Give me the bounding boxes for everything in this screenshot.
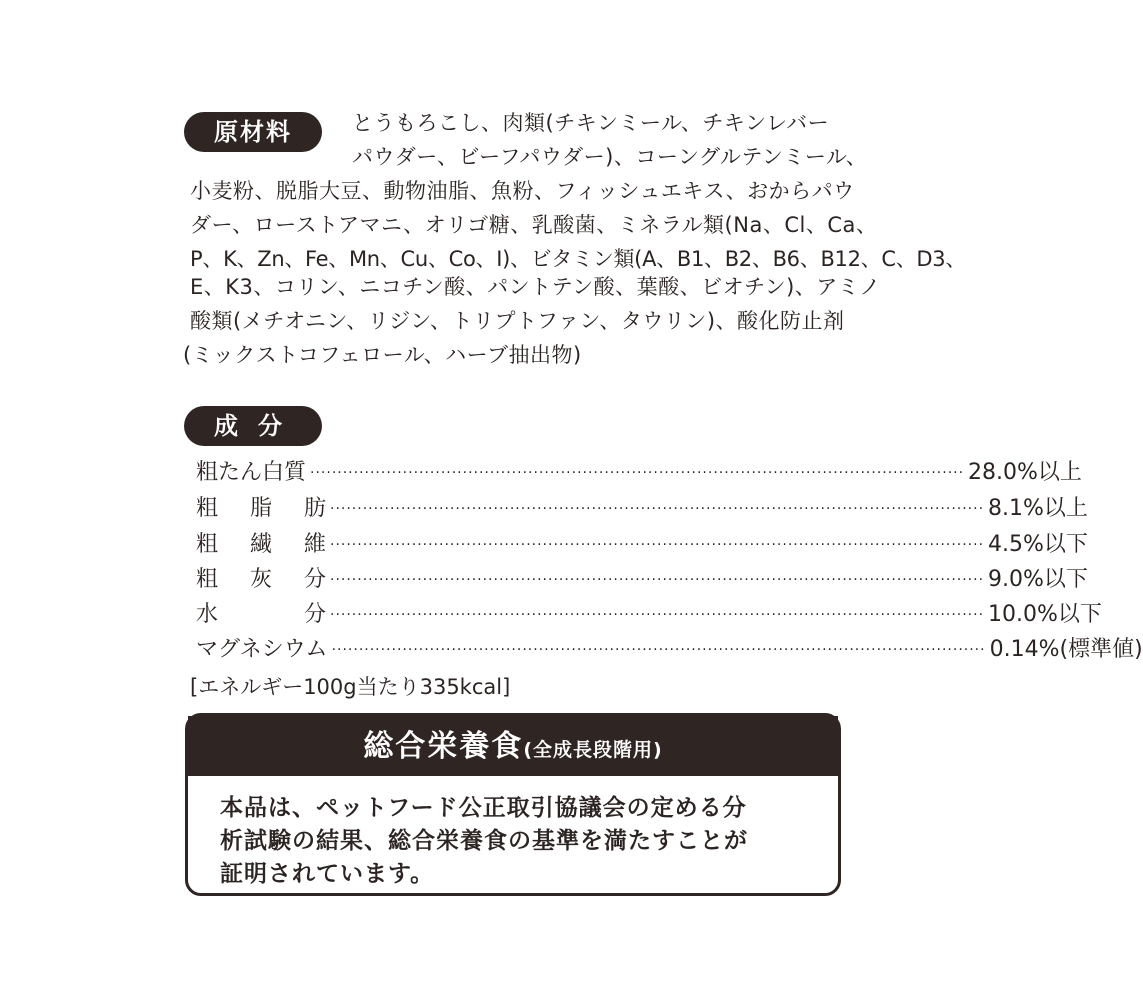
ingredients-line-3: 小麦粉、脱脂大豆、動物油脂、魚粉、フィッシュエキス、おからパウ (190, 179, 855, 203)
ingredients-line-1: とうもろこし、肉類(チキンミール、チキンレバー (352, 111, 830, 135)
ingredients-label: 原材料 (184, 112, 322, 152)
composition-row (196, 492, 1088, 526)
composition-name-char: 分 (303, 602, 326, 627)
certification-line: 証明されています。 (220, 861, 435, 887)
composition-row (196, 633, 1143, 667)
composition-value: 4.5%以下 (988, 532, 1088, 557)
leader-dots: ························································································································ (330, 537, 985, 553)
composition-name: 粗たん白質 (196, 460, 307, 485)
ingredients-line-7: 酸類(メチオニン、リジン、トリプトファン、タウリン)、酸化防止剤 (190, 309, 845, 333)
leader-dots: ························································································································ (331, 642, 986, 658)
composition-name (196, 528, 326, 562)
composition-name-char: 粗 (196, 532, 219, 557)
certification-line: 本品は、ペットフード公正取引協議会の定める分 (220, 795, 747, 821)
composition-name (196, 492, 326, 526)
ingredients-line-6: E、K3、コリン、ニコチン酸、パントテン酸、葉酸、ビオチン)、アミノ (190, 275, 881, 299)
composition-name (196, 598, 326, 632)
composition-row (196, 563, 1088, 597)
composition-name-char: 繊 (249, 532, 272, 557)
leader-dots: ························································································································ (310, 465, 965, 481)
certification-title: 総合栄養食 (363, 729, 524, 764)
composition-name (196, 563, 326, 597)
certification-line: 析試験の結果、総合栄養食の基準を満たすことが (220, 828, 748, 854)
certification-header (188, 716, 838, 776)
certification-box (185, 713, 841, 896)
composition-row (196, 598, 1102, 632)
composition-name-char: 維 (303, 532, 326, 557)
ingredients-line-5: P、K、Zn、Fe、Mn、Cu、Co、I)、ビタミン類(A、B1、B2、B6、B12、C、D3、 (190, 247, 967, 271)
composition-name-char: 粗 (196, 496, 219, 521)
composition-name-char: 肪 (303, 496, 326, 521)
composition-name-char: 分 (303, 567, 326, 592)
composition-value: 8.1%以上 (988, 496, 1088, 521)
composition-value: 9.0%以下 (988, 567, 1088, 592)
certification-subtitle: (全成長段階用) (523, 739, 663, 761)
ingredients-line-8: (ミックストコフェロール、ハーブ抽出物) (183, 343, 582, 367)
composition-value: 10.0%以下 (988, 602, 1102, 627)
composition-row (196, 528, 1088, 562)
composition-name-char: 脂 (249, 496, 272, 521)
composition-name: マグネシウム (196, 637, 328, 662)
composition-name-char: 灰 (249, 567, 272, 592)
ingredients-line-2: パウダー、ビーフパウダー)、コーングルテンミール、 (352, 145, 868, 169)
composition-value: 0.14%(標準値) (989, 637, 1143, 662)
composition-name-char: 水 (196, 602, 219, 627)
certification-body (188, 776, 838, 891)
leader-dots: ························································································································ (330, 607, 985, 623)
composition-value: 28.0%以上 (968, 460, 1082, 485)
composition-name-char: 粗 (196, 567, 219, 592)
leader-dots: ························································································································ (330, 501, 985, 517)
ingredients-line-4: ダー、ローストアマニ、オリゴ糖、乳酸菌、ミネラル類(Na、Cl、Ca、 (190, 213, 878, 237)
composition-label: 成分 (184, 406, 322, 446)
leader-dots: ························································································································ (330, 572, 985, 588)
energy-note: [エネルギー100g当たり335kcal] (190, 675, 511, 699)
composition-row (196, 456, 1082, 490)
